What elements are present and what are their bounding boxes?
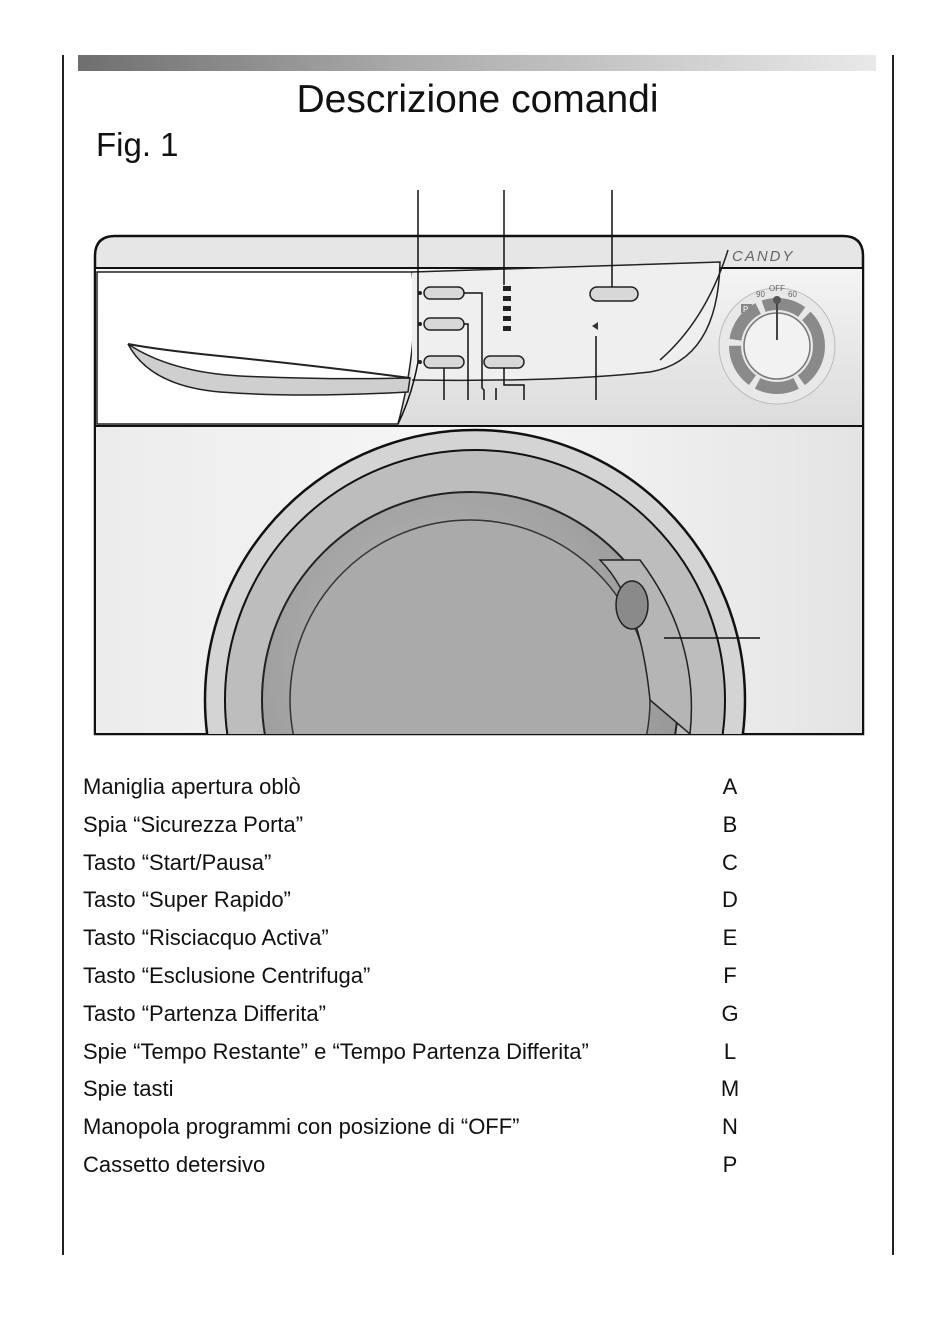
legend-item — [83, 957, 763, 995]
dial-label-90: 90 — [756, 290, 765, 299]
brand-logo: CANDY — [732, 248, 795, 265]
legend-item — [83, 995, 763, 1033]
legend-letter: L — [723, 1038, 737, 1064]
legend-letter: P — [722, 1151, 738, 1177]
legend-item — [83, 1146, 763, 1184]
legend-description: Tasto “Risciacquo Activa” — [83, 925, 329, 951]
detergent-drawer — [97, 272, 414, 424]
legend-letter: G — [721, 1000, 739, 1026]
button-start-pausa — [590, 287, 638, 301]
legend-letter: D — [722, 887, 738, 913]
legend-description: Maniglia apertura oblò — [83, 774, 301, 799]
legend-description: Spie “Tempo Restante” e “Tempo Partenza Differita” — [83, 1038, 589, 1064]
legend-description: Tasto “Esclusione Centrifuga” — [83, 962, 371, 988]
dial-marker-p: P — [743, 305, 749, 314]
button-partenza — [484, 356, 524, 368]
legend-letter: N — [722, 1114, 738, 1140]
legend-description: Tasto “Super Rapido” — [83, 887, 291, 913]
legend-item — [83, 1070, 763, 1108]
legend-letter: B — [722, 811, 738, 837]
dial-label-60: 60 — [788, 290, 797, 299]
legend-item — [83, 844, 763, 882]
legend-description: Tasto “Partenza Differita” — [83, 1000, 326, 1026]
legend-item — [83, 1033, 763, 1071]
legend-description: Spie tasti — [83, 1076, 174, 1102]
legend-description: Tasto “Start/Pausa” — [83, 849, 272, 875]
legend-letter: F — [723, 962, 737, 988]
legend-item — [83, 768, 763, 806]
legend-item — [83, 919, 763, 957]
door-handle-recess — [616, 581, 648, 629]
figure-label: Fig. 1 — [96, 126, 179, 163]
legend-item — [83, 806, 763, 844]
button-super-rapido — [424, 287, 464, 299]
legend-description: Spia “Sicurezza Porta” — [83, 811, 304, 837]
legend-list — [83, 768, 763, 1184]
legend-letter: M — [720, 1076, 740, 1102]
dial-label-off: OFF — [769, 284, 785, 293]
legend-letter: E — [722, 925, 738, 951]
page-title: Descrizione comandi — [296, 78, 659, 121]
legend-item — [83, 881, 763, 919]
legend-letter: A — [722, 774, 738, 799]
legend-item — [83, 1108, 763, 1146]
legend-description: Manopola programmi con posizione di “OFF” — [83, 1114, 520, 1140]
legend-description: Cassetto detersivo — [83, 1151, 266, 1177]
button-centrifuga — [424, 356, 464, 368]
button-risciacquo — [424, 318, 464, 330]
legend-letter: C — [722, 849, 738, 875]
